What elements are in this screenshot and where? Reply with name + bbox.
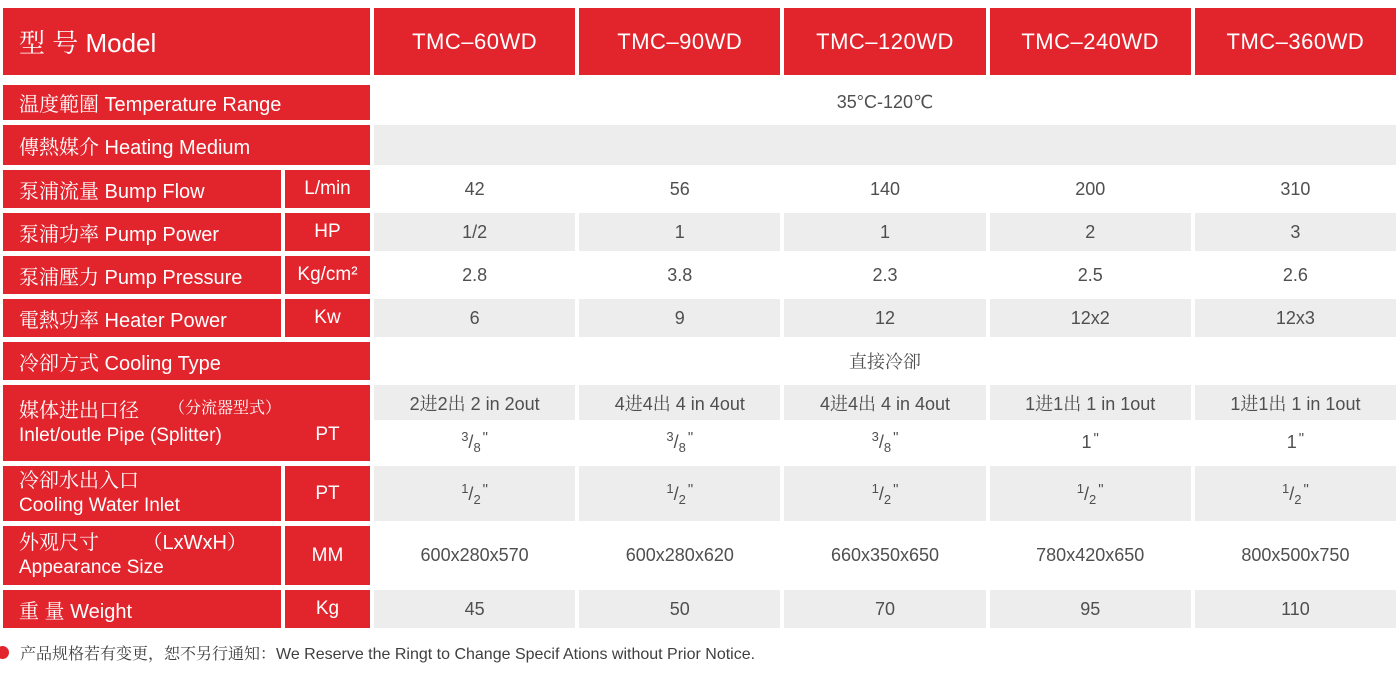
spec-table [3,8,1396,633]
spec-value-cell: 800x500x750 [1241,545,1350,565]
model-header-cell: TMC–120WD [784,8,985,75]
spec-value-cell: 2进2出 2 in 2out [374,385,575,420]
bullet-icon [0,646,9,659]
spec-value-cell: 2 [990,213,1191,251]
spec-value-cell: 56 [669,178,690,199]
table-row [3,385,1396,461]
row-label-zh: 媒体进出口径 [19,399,139,422]
spec-value-cell: 2.3 [872,264,898,285]
table-row [3,590,1396,628]
spec-value-cell: 600x280x620 [625,545,734,565]
spec-value-cell: 6 [374,299,575,337]
row-label-paren: （分流器型式） [168,399,281,417]
spec-rows [3,85,1396,628]
row-label: 泵浦流量 Bump Flow [3,170,281,208]
row-data [374,590,1396,628]
row-label-block [3,385,370,461]
row-data [374,213,1396,251]
row-data [374,466,1396,521]
model-header-cell: TMC–60WD [374,8,575,75]
table-row [3,125,1396,165]
row-label-en: Appearance Size [19,557,164,579]
row-label-line1 [19,469,281,494]
model-header-cell: TMC–90WD [579,8,780,75]
spec-value-cell: 2.5 [1077,264,1103,285]
spec-value-cell: 42 [464,178,485,199]
model-header-row [3,8,1396,75]
row-label-line1 [19,531,281,556]
spec-value-cell: 110 [1195,590,1396,628]
spec-value-cell: 200 [1075,178,1106,199]
row-label-zh: 冷卻水出入口 [19,470,139,493]
spec-value-cell: 50 [579,590,780,628]
row-label-extra: （LxWxH） [142,532,247,555]
spec-value-cell: 9 [579,299,780,337]
row-unit: MM [285,526,370,585]
spec-value-cell: $^3/_8^"$ [666,429,694,455]
model-header-cells [374,8,1396,75]
spec-value-cell: 12 [784,299,985,337]
row-label: 重 量 Weight [3,590,281,628]
spec-value-cell: 660x350x650 [830,545,940,565]
row-label: 温度範圍 Temperature Range [3,85,370,120]
row-label-en: Cooling Water Inlet [19,495,180,517]
spec-value-cell: $^1/_2^"$ [374,466,575,521]
spec-value-cell: $^1/_2^"$ [579,466,780,521]
model-header-cell: TMC–360WD [1195,8,1396,75]
spec-value-cell: 3.8 [667,264,693,285]
spec-span-cell: 35°C-120℃ [836,92,934,112]
model-header-label: 型 号 Model [3,8,370,75]
spec-value-cell: 12x3 [1195,299,1396,337]
row-label-zh: 外观尺寸 [19,532,99,555]
spec-value-cell: 95 [990,590,1191,628]
row-label: 電熱功率 Heater Power [3,299,281,337]
row-label-en: Inlet/outle Pipe (Splitter) [19,424,222,446]
spec-value-cell: 140 [869,178,901,199]
spec-value-cell: $^3/_8^"$ [461,429,488,455]
row-label [3,385,281,461]
spec-span-cell: 直接冷卻 [849,352,921,372]
spec-value-cell: $^1/_2^"$ [784,466,985,521]
table-row [3,256,1396,294]
row-unit: L/min [285,170,370,208]
spec-value-cell: $^1/_2^"$ [990,466,1191,521]
spec-value-cell: 2.8 [462,264,488,285]
spec-value-cell: 12x2 [990,299,1191,337]
row-data [374,385,1396,461]
row-label: 泵浦功率 Pump Power [3,213,281,251]
row-unit: Kw [285,299,370,337]
spec-value-cell: 1进1出 1 in 1out [1195,385,1396,420]
table-row [3,299,1396,337]
row-data [374,170,1396,208]
table-row [3,170,1396,208]
sub-row [374,385,1396,420]
row-unit: Kg/cm² [285,256,370,294]
model-header-cell: TMC–240WD [990,8,1191,75]
row-unit: PT [285,466,370,521]
spec-value-cell: 4进4出 4 in 4out [784,385,985,420]
sub-row [374,423,1396,461]
row-label: 冷卻方式 Cooling Type [3,342,370,380]
row-unit: PT [285,385,370,461]
table-row [3,342,1396,380]
row-label [3,526,281,585]
row-data [374,256,1396,294]
spec-value-cell: $^1/_2^"$ [1195,466,1396,521]
spec-value-cell: 1进1出 1 in 1out [990,385,1191,420]
row-label: 泵浦壓力 Pump Pressure [3,256,281,294]
row-unit: Kg [285,590,370,628]
spec-value-cell: 780x420x650 [1036,545,1145,565]
footnote-text: 产品规格若有变更，恕不另行通知：We Reserve the Ringt to Change Specif Ations without Prior Notice. [20,646,756,663]
spec-value-cell: 4进4出 4 in 4out [579,385,780,420]
row-unit: HP [285,213,370,251]
row-data [374,299,1396,337]
spec-value-cell: 1/2 [374,213,575,251]
spec-value-cell: 70 [784,590,985,628]
spec-span-cell [374,125,1396,165]
spec-value-cell: $^3/_8^"$ [871,429,899,455]
row-data [374,526,1396,585]
spec-value-cell: 2.6 [1282,264,1308,285]
footnote [3,641,755,664]
spec-value-cell: 1 " [1286,430,1305,452]
spec-value-cell: 3 [1195,213,1396,251]
spec-value-cell: 1 [579,213,780,251]
table-row [3,526,1396,585]
table-row [3,466,1396,521]
row-label [3,466,281,521]
table-row [3,213,1396,251]
spec-value-cell: 1 [784,213,985,251]
spec-value-cell: 1 " [1081,430,1099,452]
spec-value-cell: 600x280x570 [420,545,529,565]
spec-value-cell: 45 [374,590,575,628]
table-row [3,85,1396,120]
row-label-line1 [19,399,281,424]
row-label: 傳熱媒介 Heating Medium [3,125,370,165]
spec-value-cell: 310 [1280,178,1311,199]
